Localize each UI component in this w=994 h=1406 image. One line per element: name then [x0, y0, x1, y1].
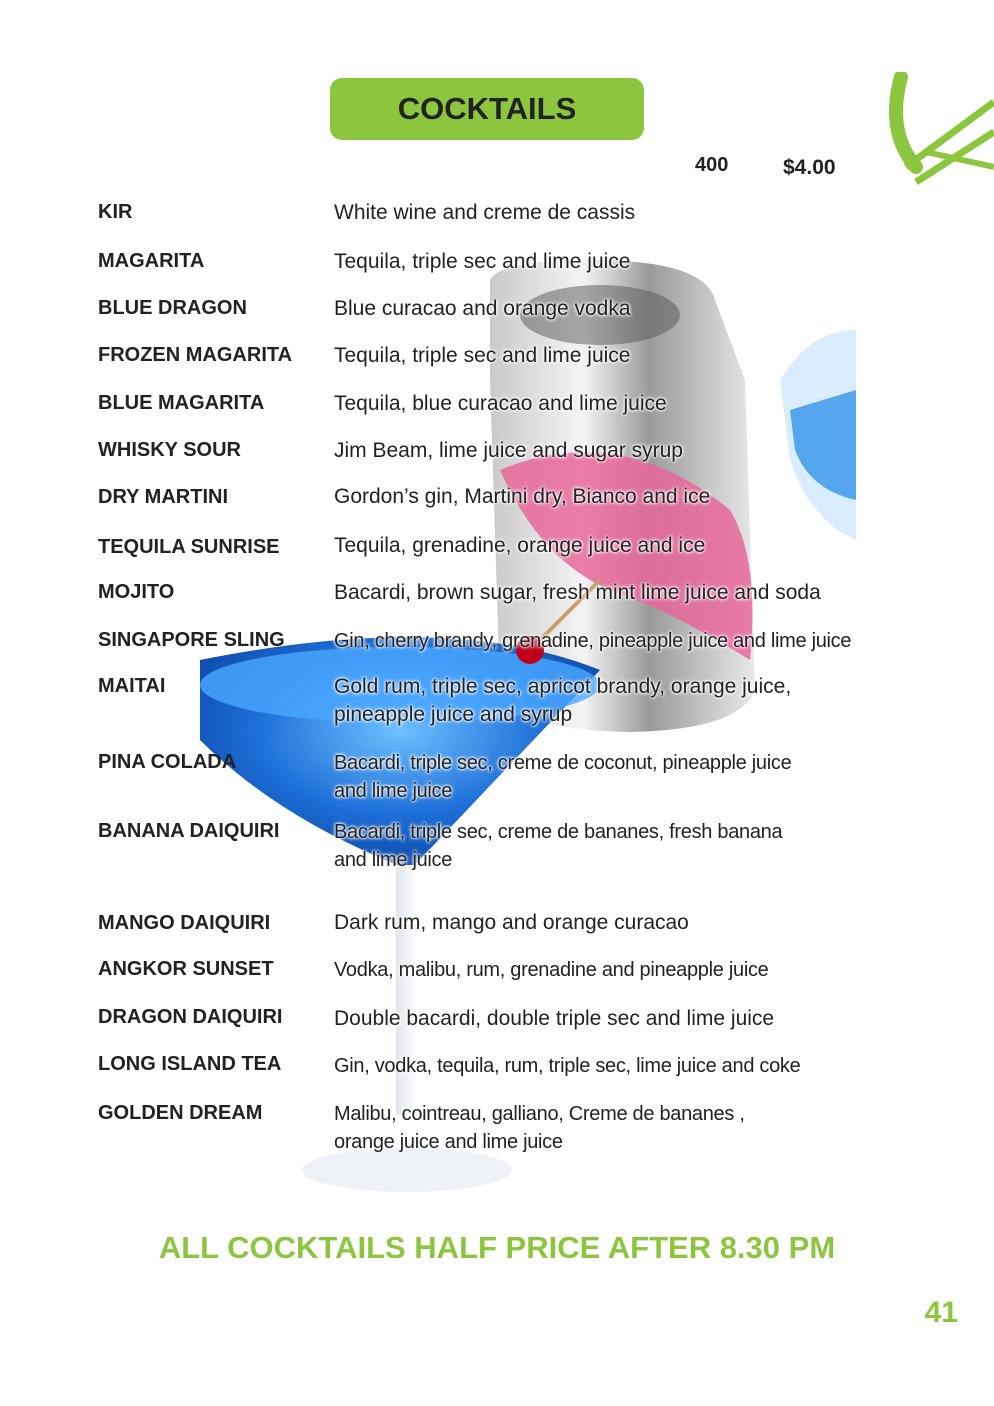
cocktail-description-line: Bacardi, triple sec, creme de coconut, pineapple juice — [334, 752, 792, 774]
cocktail-description-line: orange juice and lime juice — [334, 1131, 563, 1153]
cocktail-description — [334, 956, 769, 984]
cocktail-description-line: Bacardi, brown sugar, fresh mint lime juice and soda — [334, 581, 821, 604]
cocktail-description-line: Bacardi, triple sec, creme de bananes, fresh banana — [334, 821, 783, 843]
cocktail-description — [334, 483, 710, 511]
cocktail-name: LONG ISLAND TEA — [98, 1053, 282, 1075]
cocktail-description-line: and lime juice — [334, 780, 453, 802]
cocktail-description — [334, 248, 630, 276]
cocktail-name: DRY MARTINI — [98, 486, 228, 508]
cocktail-name: GOLDEN DREAM — [98, 1102, 263, 1124]
cocktail-description-line: Tequila, grenadine, orange juice and ice — [334, 534, 706, 557]
cocktail-description-line: White wine and creme de cassis — [334, 201, 636, 224]
price: $4.00 — [783, 156, 836, 179]
cocktail-description-line: Gold rum, triple sec, apricot brandy, orange juice, — [334, 675, 792, 698]
cocktail-description — [334, 1052, 800, 1080]
cocktail-description-line: Jim Beam, lime juice and sugar syrup — [334, 439, 683, 462]
cocktail-name: MAITAI — [98, 675, 166, 697]
cocktail-name: BLUE MAGARITA — [98, 392, 265, 414]
cocktail-description — [334, 199, 635, 227]
cocktail-description-line: Gin, vodka, tequila, rum, triple sec, lime juice and coke — [334, 1055, 801, 1077]
promo-banner: ALL COCKTAILS HALF PRICE AFTER 8.30 PM — [158, 1230, 836, 1265]
cocktail-description — [334, 579, 821, 607]
price-code: 400 — [695, 154, 729, 176]
cocktail-description-line: Tequila, blue curacao and lime juice — [334, 392, 667, 415]
cocktail-name: MANGO DAIQUIRI — [98, 912, 271, 934]
cocktail-description — [334, 909, 689, 937]
cocktail-description-line: Gin, cherry brandy, grenadine, pineapple juice and lime juice — [334, 630, 852, 652]
cocktail-description — [334, 1005, 774, 1033]
cocktail-description — [334, 532, 705, 560]
cocktail-name: KIR — [98, 201, 133, 223]
cocktail-name: PINA COLADA — [98, 751, 237, 773]
cocktail-name: MOJITO — [98, 581, 175, 603]
cocktail-name: TEQUILA SUNRISE — [98, 536, 280, 558]
cocktail-description — [334, 627, 851, 655]
cocktail-description — [334, 749, 791, 805]
cocktail-description-line: Double bacardi, double triple sec and lime juice — [334, 1007, 775, 1030]
cocktail-name: SINGAPORE SLING — [98, 629, 285, 651]
cocktail-name: DRAGON DAIQUIRI — [98, 1006, 283, 1028]
cocktail-name: WHISKY SOUR — [98, 439, 241, 461]
cocktail-description-line: Vodka, malibu, rum, grenadine and pineapple juice — [334, 959, 769, 981]
cocktail-description-line: Tequila, triple sec and lime juice — [334, 250, 631, 273]
crossed-utensils-icon — [886, 72, 994, 192]
page-title: COCKTAILS — [330, 78, 644, 140]
cocktail-name: FROZEN MAGARITA — [98, 344, 293, 366]
cocktail-name: MAGARITA — [98, 250, 205, 272]
cocktail-description-line: Malibu, cointreau, galliano, Creme de bananes , — [334, 1103, 745, 1125]
cocktail-description — [334, 342, 630, 370]
cocktail-description — [334, 295, 631, 323]
page-number: 41 — [924, 1296, 958, 1329]
cocktail-description-line: Dark rum, mango and orange curacao — [334, 911, 689, 934]
cocktail-description — [334, 1100, 745, 1156]
cocktail-description — [334, 390, 667, 418]
cocktail-description-line: Gordon’s gin, Martini dry, Bianco and ice — [334, 485, 711, 508]
cocktail-description-line: and lime juice — [334, 849, 453, 871]
cocktail-name: ANGKOR SUNSET — [98, 958, 274, 980]
cocktail-name: BLUE DRAGON — [98, 297, 247, 319]
cocktail-description — [334, 437, 683, 465]
cocktail-description — [334, 818, 782, 874]
cocktail-description — [334, 673, 791, 729]
cocktail-name: BANANA DAIQUIRI — [98, 820, 280, 842]
cocktail-description-line: Tequila, triple sec and lime juice — [334, 344, 631, 367]
cocktail-description-line: Blue curacao and orange vodka — [334, 297, 631, 320]
cocktail-description-line: pineapple juice and syrup — [334, 703, 573, 726]
